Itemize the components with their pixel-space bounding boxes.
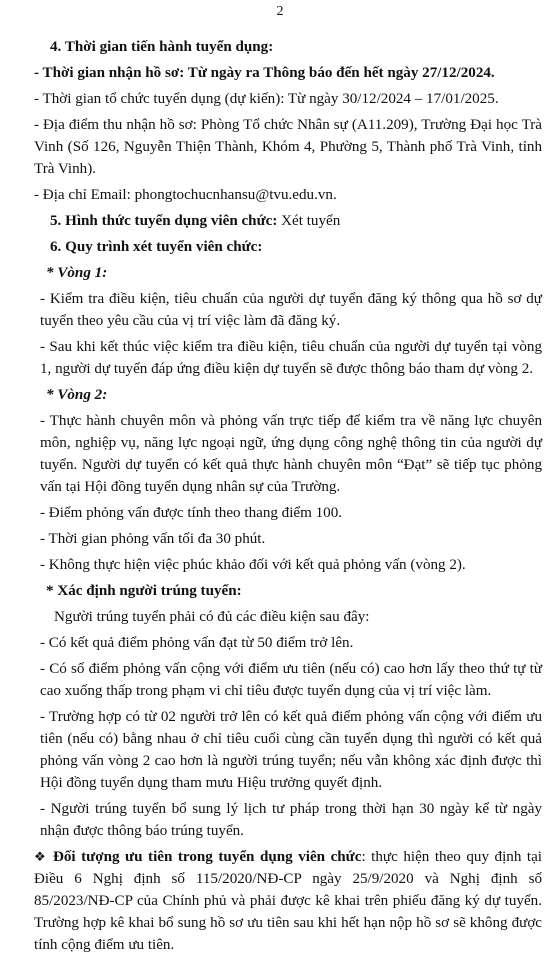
winner-condition: - Người trúng tuyển bổ sung lý lịch tư pháp trong thời hạn 30 ngày kể từ ngày nhận được thông báo trúng tuyển.	[40, 801, 542, 839]
round-2-paragraph: - Thực hành chuyên môn và phỏng vấn trực tiếp để kiểm tra về năng lực chuyên môn, nghiệp vụ, năng lực ngoại ngữ, ứng dụng công nghệ thông tin của người dự tuyển. Người dự tuyển có kết quả thực hành chuyên môn “Đạt” sẽ tiếp tục phỏng vấn tại Hội đồng tuyển dụng nhân sự của Trường.	[40, 413, 542, 495]
organize-time: - Thời gian tổ chức tuyển dụng (dự kiến): Từ ngày 30/12/2024 – 17/01/2025.	[34, 91, 499, 107]
round-1-paragraph: - Sau khi kết thúc việc kiểm tra điều kiện, tiêu chuẩn của người dự tuyển tại vòng 1, người dự tuyển đáp ứng điều kiện dự tuyển sẽ được thông báo tham dự vòng 2.	[40, 339, 542, 377]
email-line: - Địa chỉ Email: phongtochucnhansu@tvu.edu.vn.	[34, 187, 337, 203]
diamond-bullet-icon: ❖	[34, 849, 48, 864]
receive-time: - Thời gian nhận hồ sơ: Từ ngày ra Thông báo đến hết ngày 27/12/2024.	[34, 65, 495, 81]
section-5-label: 5. Hình thức tuyển dụng viên chức:	[50, 213, 278, 229]
round-2-paragraph: - Thời gian phỏng vấn tối đa 30 phút.	[40, 531, 266, 547]
round-1-title: * Vòng 1:	[46, 265, 108, 281]
round-2-paragraph: - Không thực hiện việc phúc khảo đối với kết quả phỏng vấn (vòng 2).	[40, 557, 466, 573]
priority-paragraph	[34, 846, 542, 956]
receive-location: - Địa điểm thu nhận hồ sơ: Phòng Tổ chức Nhân sự (A11.209), Trường Đại học Trà Vinh (Số 126, Nguyễn Thiện Thành, Khóm 4, Phường 5, Thành phố Trà Vinh, tỉnh Trà Vinh).	[34, 117, 542, 177]
section-4-title: 4. Thời gian tiến hành tuyển dụng:	[50, 39, 274, 55]
winner-condition: - Trường hợp có từ 02 người trở lên có kết quả điểm phỏng vấn cộng với điểm ưu tiên (nếu có) bằng nhau ở chỉ tiêu cuối cùng cần tuyển dụng thì người có kết quả phỏng vấn vòng 2 cao hơn là người trúng tuyển; nếu vẫn không xác định được thì Hội đồng tuyển dụng tham mưu Hiệu trưởng quyết định.	[40, 709, 542, 791]
round-2-title: * Vòng 2:	[46, 387, 108, 403]
section-5-value: Xét tuyển	[277, 213, 341, 229]
priority-label: Đối tượng ưu tiên trong tuyển dụng viên chức	[52, 849, 362, 865]
page-number: 2	[276, 4, 284, 19]
winner-intro: Người trúng tuyển phải có đủ các điều kiện sau đây:	[54, 609, 370, 625]
section-5	[50, 210, 542, 232]
round-1-paragraph: - Kiểm tra điều kiện, tiêu chuẩn của người dự tuyển đăng ký thông qua hồ sơ dự tuyển theo yêu cầu của vị trí việc làm đã đăng ký.	[40, 291, 542, 329]
section-6-title: 6. Quy trình xét tuyển viên chức:	[50, 239, 263, 255]
winner-condition: - Có kết quả điểm phỏng vấn đạt từ 50 điểm trở lên.	[40, 635, 354, 651]
round-2-paragraph: - Điểm phỏng vấn được tính theo thang điểm 100.	[40, 505, 343, 521]
winner-condition: - Có số điểm phỏng vấn cộng với điểm ưu tiên (nếu có) cao hơn lấy theo thứ tự từ cao xuống thấp trong phạm vi chỉ tiêu được tuyển dụng của vị trí việc làm.	[40, 661, 542, 699]
winner-title: * Xác định người trúng tuyển:	[46, 583, 242, 599]
priority-text: : thực hiện theo quy định tại Điều 6 Nghị định số 115/2020/NĐ-CP ngày 25/9/2020 và Nghị định số 85/2023/NĐ-CP của Chính phủ và phải được kê khai trên phiếu đăng ký dự tuyển. Trường hợp kê khai bổ sung hồ sơ ưu tiên sau khi hết hạn nộp hồ sơ sẽ không được tính cộng điểm ưu tiên.	[34, 849, 543, 953]
document-body	[34, 36, 542, 960]
